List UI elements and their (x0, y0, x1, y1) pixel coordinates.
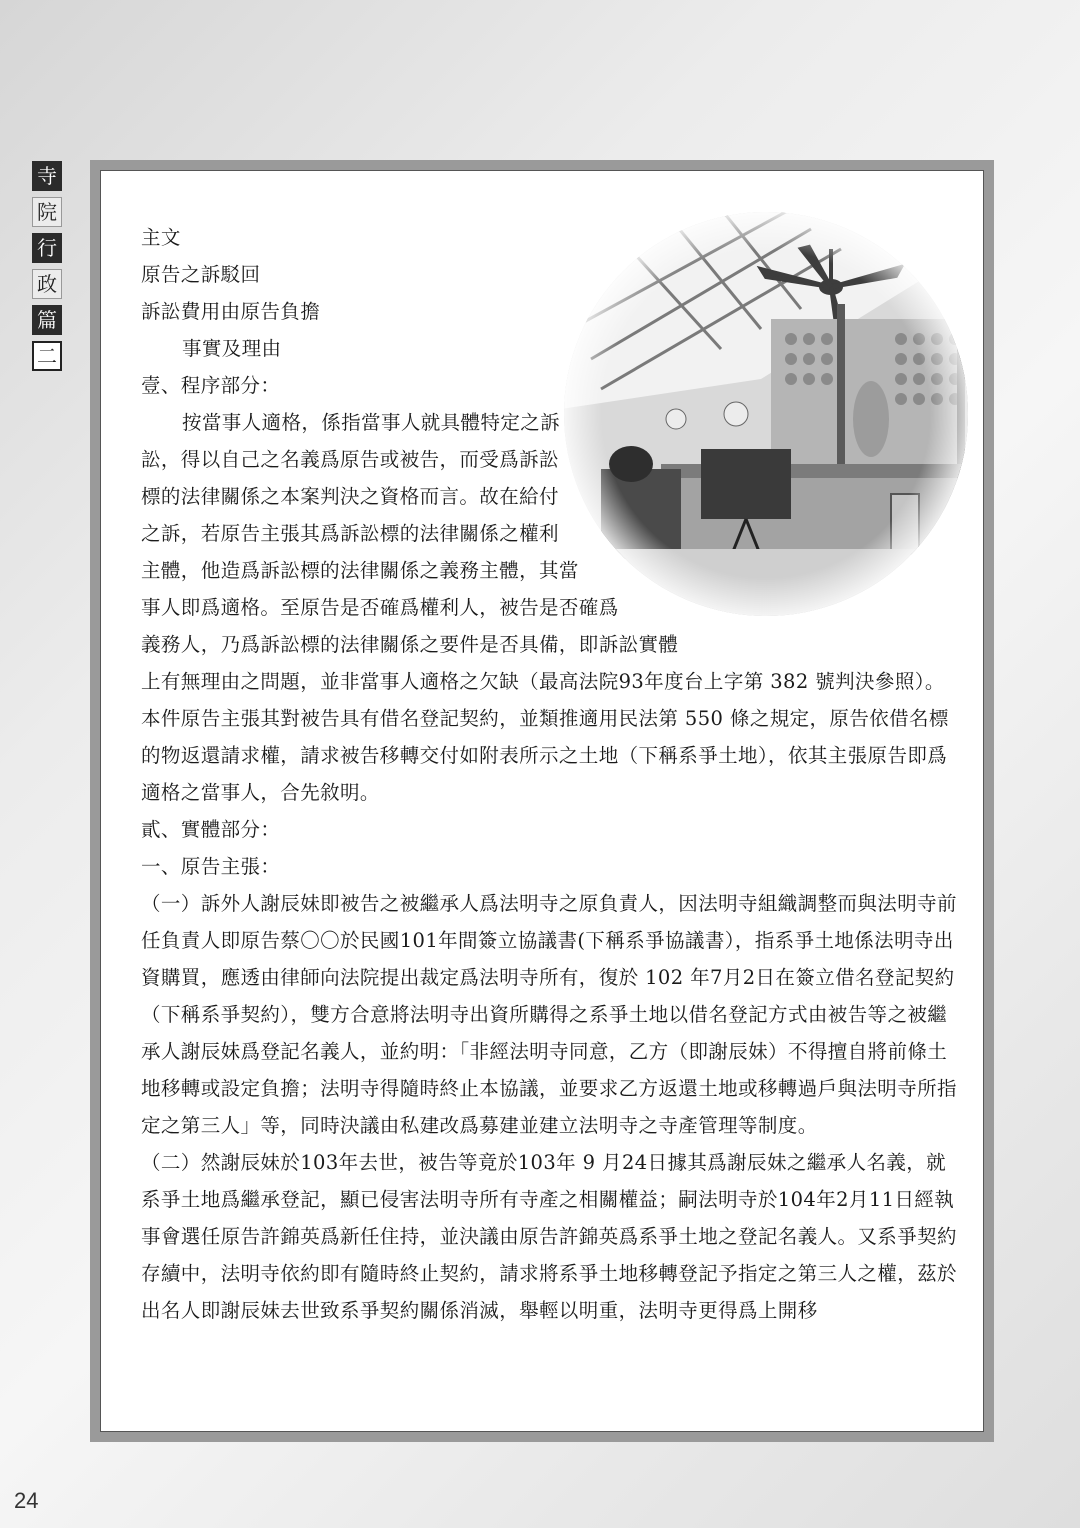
main-text-line: 訴訟費用由原告負擔 (141, 300, 321, 323)
page-number: 24 (14, 1488, 39, 1513)
plaintiff-claims-heading: 一、原告主張： (141, 855, 281, 878)
section-tab-char: 篇 (32, 305, 62, 335)
claim-paragraph-1: （一）訴外人謝辰妹即被告之被繼承人爲法明寺之原負責人，因法明寺組織調整而與法明寺前任負責人即原告蔡〇〇於民國101年間簽立協議書(下稱系爭協議書），指系爭土地係法明寺出資購買，應透由律師向法院提出裁定爲法明寺所有，復於 102 年7月2日在簽立借名登記契約（下稱系爭契約），雙方合意將法明寺出資所購得之系爭土地以借名登記方式由被告等之被繼承人謝辰妹爲登記名義人，並約明：「非經法明寺同意，乙方（即謝辰妹）不得擅自將前條土地移轉或設定負擔；法明寺得隨時終止本協議，並要求乙方返還土地或移轉過戶與法明寺所指定之第三人」等，同時決議由私建改爲募建並建立法明寺之寺產管理等制度。 (141, 892, 957, 1137)
section-tabs (32, 161, 64, 377)
temple-interior-image (561, 209, 971, 619)
main-text-heading: 主文 (141, 226, 181, 249)
main-text-line: 原告之訴駁回 (141, 263, 261, 286)
facts-heading: 事實及理由 (181, 337, 282, 360)
procedure-paragraph: 按當事人適格，係指當事人就具體特定之訴訟，得以自己之名義爲原告或被告，而受爲訴訟標的法律關係之本案判決之資格而言。故在給付之訴，若原告主張其爲訴訟標的法律關係之權利主體，他造爲訴訟標的法律關係之義務主體，其當事人即爲適格。至原告是否確爲權利人，被告是否確爲義務人，乃爲訴訟標的法律關係之要件是否具備，即訴訟實體上有無理由之問題，並非當事人適格之欠缺（最高法院93年度台上字第 382 號判決參照）。本件原告主張其對被告具有借名登記契約，並類推適用民法第 550 條之規定，原告依借名標的物返還請求權，請求被告移轉交付如附表所示之土地（下稱系爭土地），依其主張原告即爲適格之當事人，合先敘明。 (141, 411, 949, 804)
section-tab-number: 二 (32, 341, 62, 371)
section-tab-char: 院 (32, 197, 62, 227)
temple-interior-photo (561, 209, 971, 659)
procedure-heading: 壹、程序部分： (141, 374, 281, 397)
claim-paragraph-2: （二）然謝辰妹於103年去世，被告等竟於103年 9 月24日據其爲謝辰妹之繼承人名義，就系爭土地爲繼承登記，顯已侵害法明寺所有寺產之相關權益；嗣法明寺於104年2月11日經執事會選任原告許錦英爲新任住持，並決議由原告許錦英爲系爭土地之登記名義人。又系爭契約存續中，法明寺依約即有隨時終止契約，請求將系爭土地移轉登記予指定之第三人之權，茲於出名人即謝辰妹去世致系爭契約關係消滅，舉輕以明重，法明寺更得爲上開移 (141, 1151, 957, 1322)
substance-heading: 貳、實體部分： (141, 818, 281, 841)
section-tab-char: 寺 (32, 161, 62, 191)
section-tab-char: 政 (32, 269, 62, 299)
content-panel (100, 170, 984, 1432)
section-tab-char: 行 (32, 233, 62, 263)
content-frame (90, 160, 994, 1442)
judgment-text (141, 219, 961, 1329)
